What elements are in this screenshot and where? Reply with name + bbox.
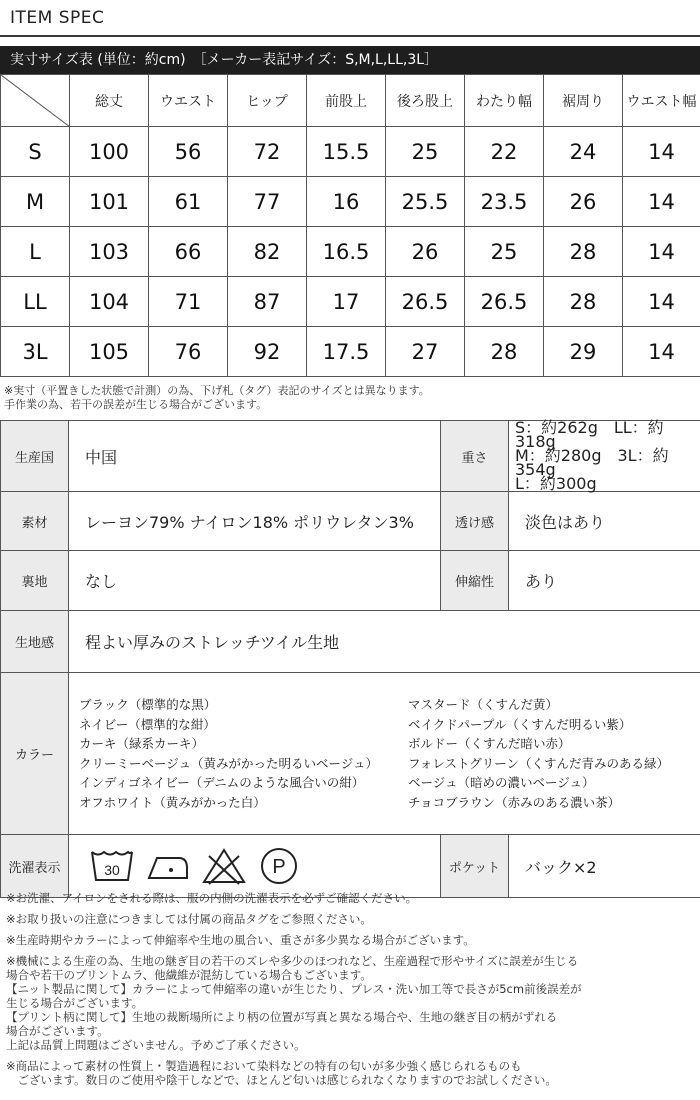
size-note: ※実寸（平置きした状態で計測）の為、下げ札（タグ）表記のサイズとは異なります。 <box>4 384 430 397</box>
size-note: 手作業の為、若干の誤差が生じる場合がございます。 <box>4 398 268 411</box>
weight-line: L：約300g <box>515 474 597 493</box>
size-table-header-row <box>1 75 700 127</box>
color-item: クリーミーベージュ（黄みがかった明るいベージュ） <box>79 755 379 771</box>
stretch-value: あり <box>509 551 700 611</box>
table-cell: 17.5 <box>307 327 386 377</box>
table-cell: 16 <box>307 177 386 227</box>
table-cell: 14 <box>623 177 700 227</box>
size-label: L <box>1 227 70 277</box>
color-item: オフホワイト（黄みがかった白） <box>79 794 266 810</box>
origin-label: 生産国 <box>1 421 69 492</box>
sheer-label: 透け感 <box>441 492 509 551</box>
iron-low-icon <box>145 846 191 886</box>
note-line: ございます。数日のご使用や陰干しなどで、ほとんど匂いは感じられなくなりますのでお試しください。 <box>6 1073 557 1087</box>
col-header: 総丈 <box>70 75 149 127</box>
table-cell: 92 <box>228 327 307 377</box>
note-line: ※生産時期やカラーによって伸縮率や生地の風合い、重さが多少異なる場合がございます。 <box>6 933 475 947</box>
lining-label: 裏地 <box>1 551 69 611</box>
note-line: 【ニット製品に関して】カラーによって伸縮率の違いが生じたり、プレス・洗い加工等で長さが5cm前後誤差が <box>6 982 582 996</box>
color-item: フォレストグリーン（くすんだ青みのある緑） <box>408 755 670 771</box>
wash-symbols <box>69 835 441 898</box>
table-cell: 76 <box>149 327 228 377</box>
table-cell: 25 <box>465 227 544 277</box>
table-cell: 100 <box>70 127 149 177</box>
size-notes <box>4 384 430 412</box>
note-line: 上記は品質上問題はございません。予めご了承ください。 <box>6 1038 306 1052</box>
spec-row-color <box>1 673 700 835</box>
weight-line: S：約262g LL：約318g <box>515 418 664 451</box>
section-title: ITEM SPEC <box>10 8 105 28</box>
table-cell: 26.5 <box>465 277 544 327</box>
table-cell: 22 <box>465 127 544 177</box>
wash-30-icon <box>89 846 135 886</box>
table-cell: 26 <box>386 227 465 277</box>
table-cell: 103 <box>70 227 149 277</box>
note-line: 場合がございます。 <box>6 1024 109 1038</box>
lining-value: なし <box>69 551 441 611</box>
spec-row-texture <box>1 611 700 673</box>
stretch-label: 伸縮性 <box>441 551 509 611</box>
table-cell: 28 <box>544 277 623 327</box>
diagonal-line <box>1 75 70 127</box>
table-cell: 17 <box>307 277 386 327</box>
table-row <box>1 177 700 227</box>
table-cell: 15.5 <box>307 127 386 177</box>
table-cell: 104 <box>70 277 149 327</box>
spec-table <box>0 420 700 898</box>
weight-value <box>509 418 700 493</box>
texture-value: 程よい厚みのストレッチツイル生地 <box>69 611 700 673</box>
color-item: ベージュ（暗めの濃いベージュ） <box>408 775 595 790</box>
color-item: ベイクドパープル（くすんだ明るい紫） <box>408 716 632 732</box>
pocket-label: ポケット <box>441 835 509 898</box>
note-line: ※お洗濯、アイロンをされる際は、服の内側の洗濯表示を必ずご確認ください。 <box>6 891 418 905</box>
note-line: 生じる場合がございます。 <box>6 996 144 1010</box>
dryclean-p-icon <box>257 846 301 886</box>
table-cell: 26 <box>544 177 623 227</box>
size-label: 3L <box>1 327 70 377</box>
table-cell: 61 <box>149 177 228 227</box>
sheer-value: 淡色はあり <box>509 492 700 551</box>
table-row <box>1 227 700 277</box>
table-cell: 72 <box>228 127 307 177</box>
spec-row-wash <box>1 835 700 898</box>
table-cell: 28 <box>465 327 544 377</box>
color-label: カラー <box>1 673 69 835</box>
spec-row-lining <box>1 551 700 611</box>
note-line: 場合や若干のプリントムラ、他繊維が混紡している場合もございます。 <box>6 968 372 982</box>
spec-row-origin <box>1 421 700 492</box>
size-label: M <box>1 177 70 227</box>
weight-label: 重さ <box>441 421 509 492</box>
size-table <box>0 74 700 377</box>
table-cell: 26.5 <box>386 277 465 327</box>
material-value: レーヨン79% ナイロン18% ポリウレタン3% <box>69 492 441 551</box>
size-label: S <box>1 127 70 177</box>
color-item: マスタード（くすんだ黄） <box>408 697 559 712</box>
col-header: 裾周り <box>544 75 623 127</box>
note-line: ※お取り扱いの注意につきましては付属の商品タグをご参照ください。 <box>6 912 372 926</box>
col-header: 前股上 <box>307 75 386 127</box>
corner-cell <box>1 75 70 127</box>
color-item: インディゴネイビー（デニムのような風合いの紺） <box>79 775 365 790</box>
table-cell: 105 <box>70 327 149 377</box>
note-line: 【プリント柄に関して】生地の裁断場所により柄の位置が写真と異なる場合や、生地の継ぎ目の柄がずれる <box>6 1010 558 1024</box>
table-cell: 25 <box>386 127 465 177</box>
notes-section <box>6 891 696 1087</box>
table-cell: 56 <box>149 127 228 177</box>
color-item: ボルドー（くすんだ暗い赤） <box>408 736 571 751</box>
table-cell: 29 <box>544 327 623 377</box>
col-header: ウエスト幅 <box>623 75 700 127</box>
table-cell: 101 <box>70 177 149 227</box>
size-table-caption: 実寸サイズ表 (単位：約cm) ［メーカー表記サイズ：S,M,L,LL,3L］ <box>0 46 700 74</box>
section-header <box>0 0 700 37</box>
table-cell: 27 <box>386 327 465 377</box>
table-cell: 24 <box>544 127 623 177</box>
col-header: わたり幅 <box>465 75 544 127</box>
wash-label: 洗濯表示 <box>1 835 69 898</box>
color-item: ネイビー（標準的な紺） <box>79 716 216 732</box>
col-header: ヒップ <box>228 75 307 127</box>
table-cell: 14 <box>623 327 700 377</box>
table-cell: 25.5 <box>386 177 465 227</box>
dryclean-letter: P <box>272 856 286 878</box>
table-cell: 77 <box>228 177 307 227</box>
color-item: ブラック（標準的な黒） <box>79 697 217 712</box>
table-cell: 14 <box>623 227 700 277</box>
table-cell: 14 <box>623 277 700 327</box>
table-row <box>1 327 700 377</box>
table-cell: 87 <box>228 277 307 327</box>
table-cell: 28 <box>544 227 623 277</box>
color-item: カーキ（緑系カーキ） <box>79 736 205 751</box>
spec-row-material <box>1 492 700 551</box>
no-bleach-icon <box>201 846 247 886</box>
note-line: ※機械による生産の為、生地の継ぎ目の若干のズレや多少のほつれなど、生産過程で形やサイズに誤差が生じる <box>6 954 579 968</box>
color-column-left <box>79 695 408 812</box>
material-label: 素材 <box>1 492 69 551</box>
color-list <box>69 673 700 835</box>
table-cell: 66 <box>149 227 228 277</box>
col-header: 後ろ股上 <box>386 75 465 127</box>
origin-value: 中国 <box>69 421 441 492</box>
wash-temp-text: 30 <box>104 862 120 878</box>
color-item: チョコブラウン（赤みのある濃い茶） <box>408 794 621 810</box>
pocket-value: バック×2 <box>509 835 700 898</box>
table-cell: 23.5 <box>465 177 544 227</box>
table-row <box>1 127 700 177</box>
col-header: ウエスト <box>149 75 228 127</box>
table-cell: 16.5 <box>307 227 386 277</box>
table-cell: 82 <box>228 227 307 277</box>
weight-line: M：約280g 3L：約354g <box>515 446 669 479</box>
texture-label: 生地感 <box>1 611 69 673</box>
color-column-right <box>408 695 700 812</box>
table-cell: 71 <box>149 277 228 327</box>
size-label: LL <box>1 277 70 327</box>
table-row <box>1 277 700 327</box>
table-cell: 14 <box>623 127 700 177</box>
note-line: ※商品によって素材の性質上・製造過程において染料などの特有の匂いが多少強く感じられるものも <box>6 1059 522 1073</box>
